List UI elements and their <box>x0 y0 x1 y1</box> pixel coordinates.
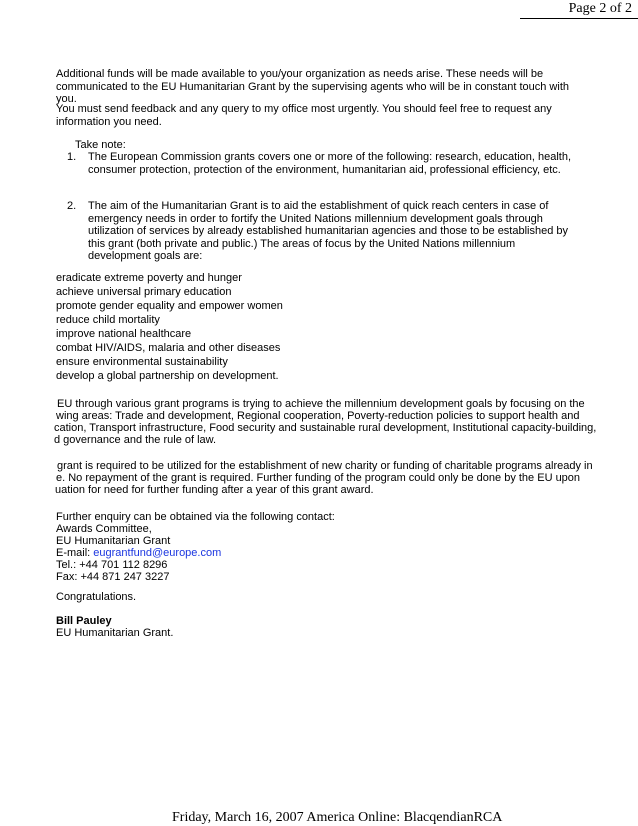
goal-item: ensure environmental sustainability <box>56 356 228 368</box>
eu-paragraph-line: wing areas: Trade and development, Regional cooperation, Poverty-reduction policies to support health and <box>56 410 580 422</box>
take-note-label: Take note: <box>75 139 126 151</box>
intro-paragraph-1-text: Additional funds will be made available to you/your organization as needs arise. These needs will be communicated to the EU Humanitarian Grant by the supervising agents who will be in constant touch with you. <box>56 68 569 105</box>
contact-org: EU Humanitarian Grant <box>56 535 171 547</box>
eu-paragraph-line: cation, Transport infrastructure, Food security and sustainable rural development, Institutional capacity-building, <box>54 422 597 434</box>
email-link[interactable]: eugrantfund@europe.com <box>93 547 222 559</box>
contact-intro: Further enquiry can be obtained via the following contact: <box>56 511 335 523</box>
grant-paragraph-line: uation for need for further funding after a year of this grant award. <box>55 484 374 496</box>
eu-paragraph-line: d governance and the rule of law. <box>54 434 217 446</box>
page-number: Page 2 of 2 <box>568 1 632 16</box>
goal-item: achieve universal primary education <box>56 286 232 298</box>
list-item-text: The European Commission grants covers one or more of the following: research, education, health, consumer protection, protection of the environment, humanitarian aid, professional efficiency, etc. <box>88 151 572 176</box>
goal-item: eradicate extreme poverty and hunger <box>56 272 242 284</box>
goal-item: improve national healthcare <box>56 328 192 340</box>
email-label: E-mail: <box>56 547 94 559</box>
list-number: 2. <box>67 200 77 212</box>
goal-item: develop a global partnership on development. <box>56 370 279 382</box>
grant-paragraph-line: e. No repayment of the grant is required. Further funding of the program could only be done by the EU upon <box>56 472 581 484</box>
contact-tel: Tel.: +44 701 112 8296 <box>56 559 168 571</box>
signatory-name: Bill Pauley <box>56 615 112 627</box>
eu-paragraph-line: EU through various grant programs is trying to achieve the millennium development goals by focusing on the <box>57 398 585 410</box>
contact-email-line <box>56 547 335 559</box>
header-rule <box>520 18 638 19</box>
contact-block <box>56 511 335 583</box>
contact-fax: Fax: +44 871 247 3227 <box>56 571 170 583</box>
intro-paragraph-2-text: You must send feedback and any query to my office most urgently. You should feel free to request any information you need. <box>56 103 552 128</box>
goal-item: combat HIV/AIDS, malaria and other diseases <box>56 342 281 354</box>
goal-item: promote gender equality and empower women <box>56 300 283 312</box>
goal-item: reduce child mortality <box>56 314 160 326</box>
contact-committee: Awards Committee, <box>56 523 152 535</box>
intro-paragraph-1 <box>56 68 576 106</box>
list-item-text: The aim of the Humanitarian Grant is to aid the establishment of quick reach centers in case of emergency needs in order to fortify the United Nations millennium development goals through utilization of services by already established humanitarian agencies and those to be established by this grant (both private and public.) The areas of focus by the United Nations millennium development goals are: <box>88 200 569 262</box>
intro-paragraph-2 <box>56 103 576 128</box>
list-number: 1. <box>67 151 77 163</box>
goals-list <box>56 271 283 383</box>
footer-text: Friday, March 16, 2007 America Online: BlacqendianRCA <box>172 810 503 825</box>
signatory-org: EU Humanitarian Grant. <box>56 627 174 639</box>
grant-paragraph-line: grant is required to be utilized for the establishment of new charity or funding of charitable programs already in <box>57 460 593 472</box>
congratulations-text: Congratulations. <box>56 591 137 603</box>
